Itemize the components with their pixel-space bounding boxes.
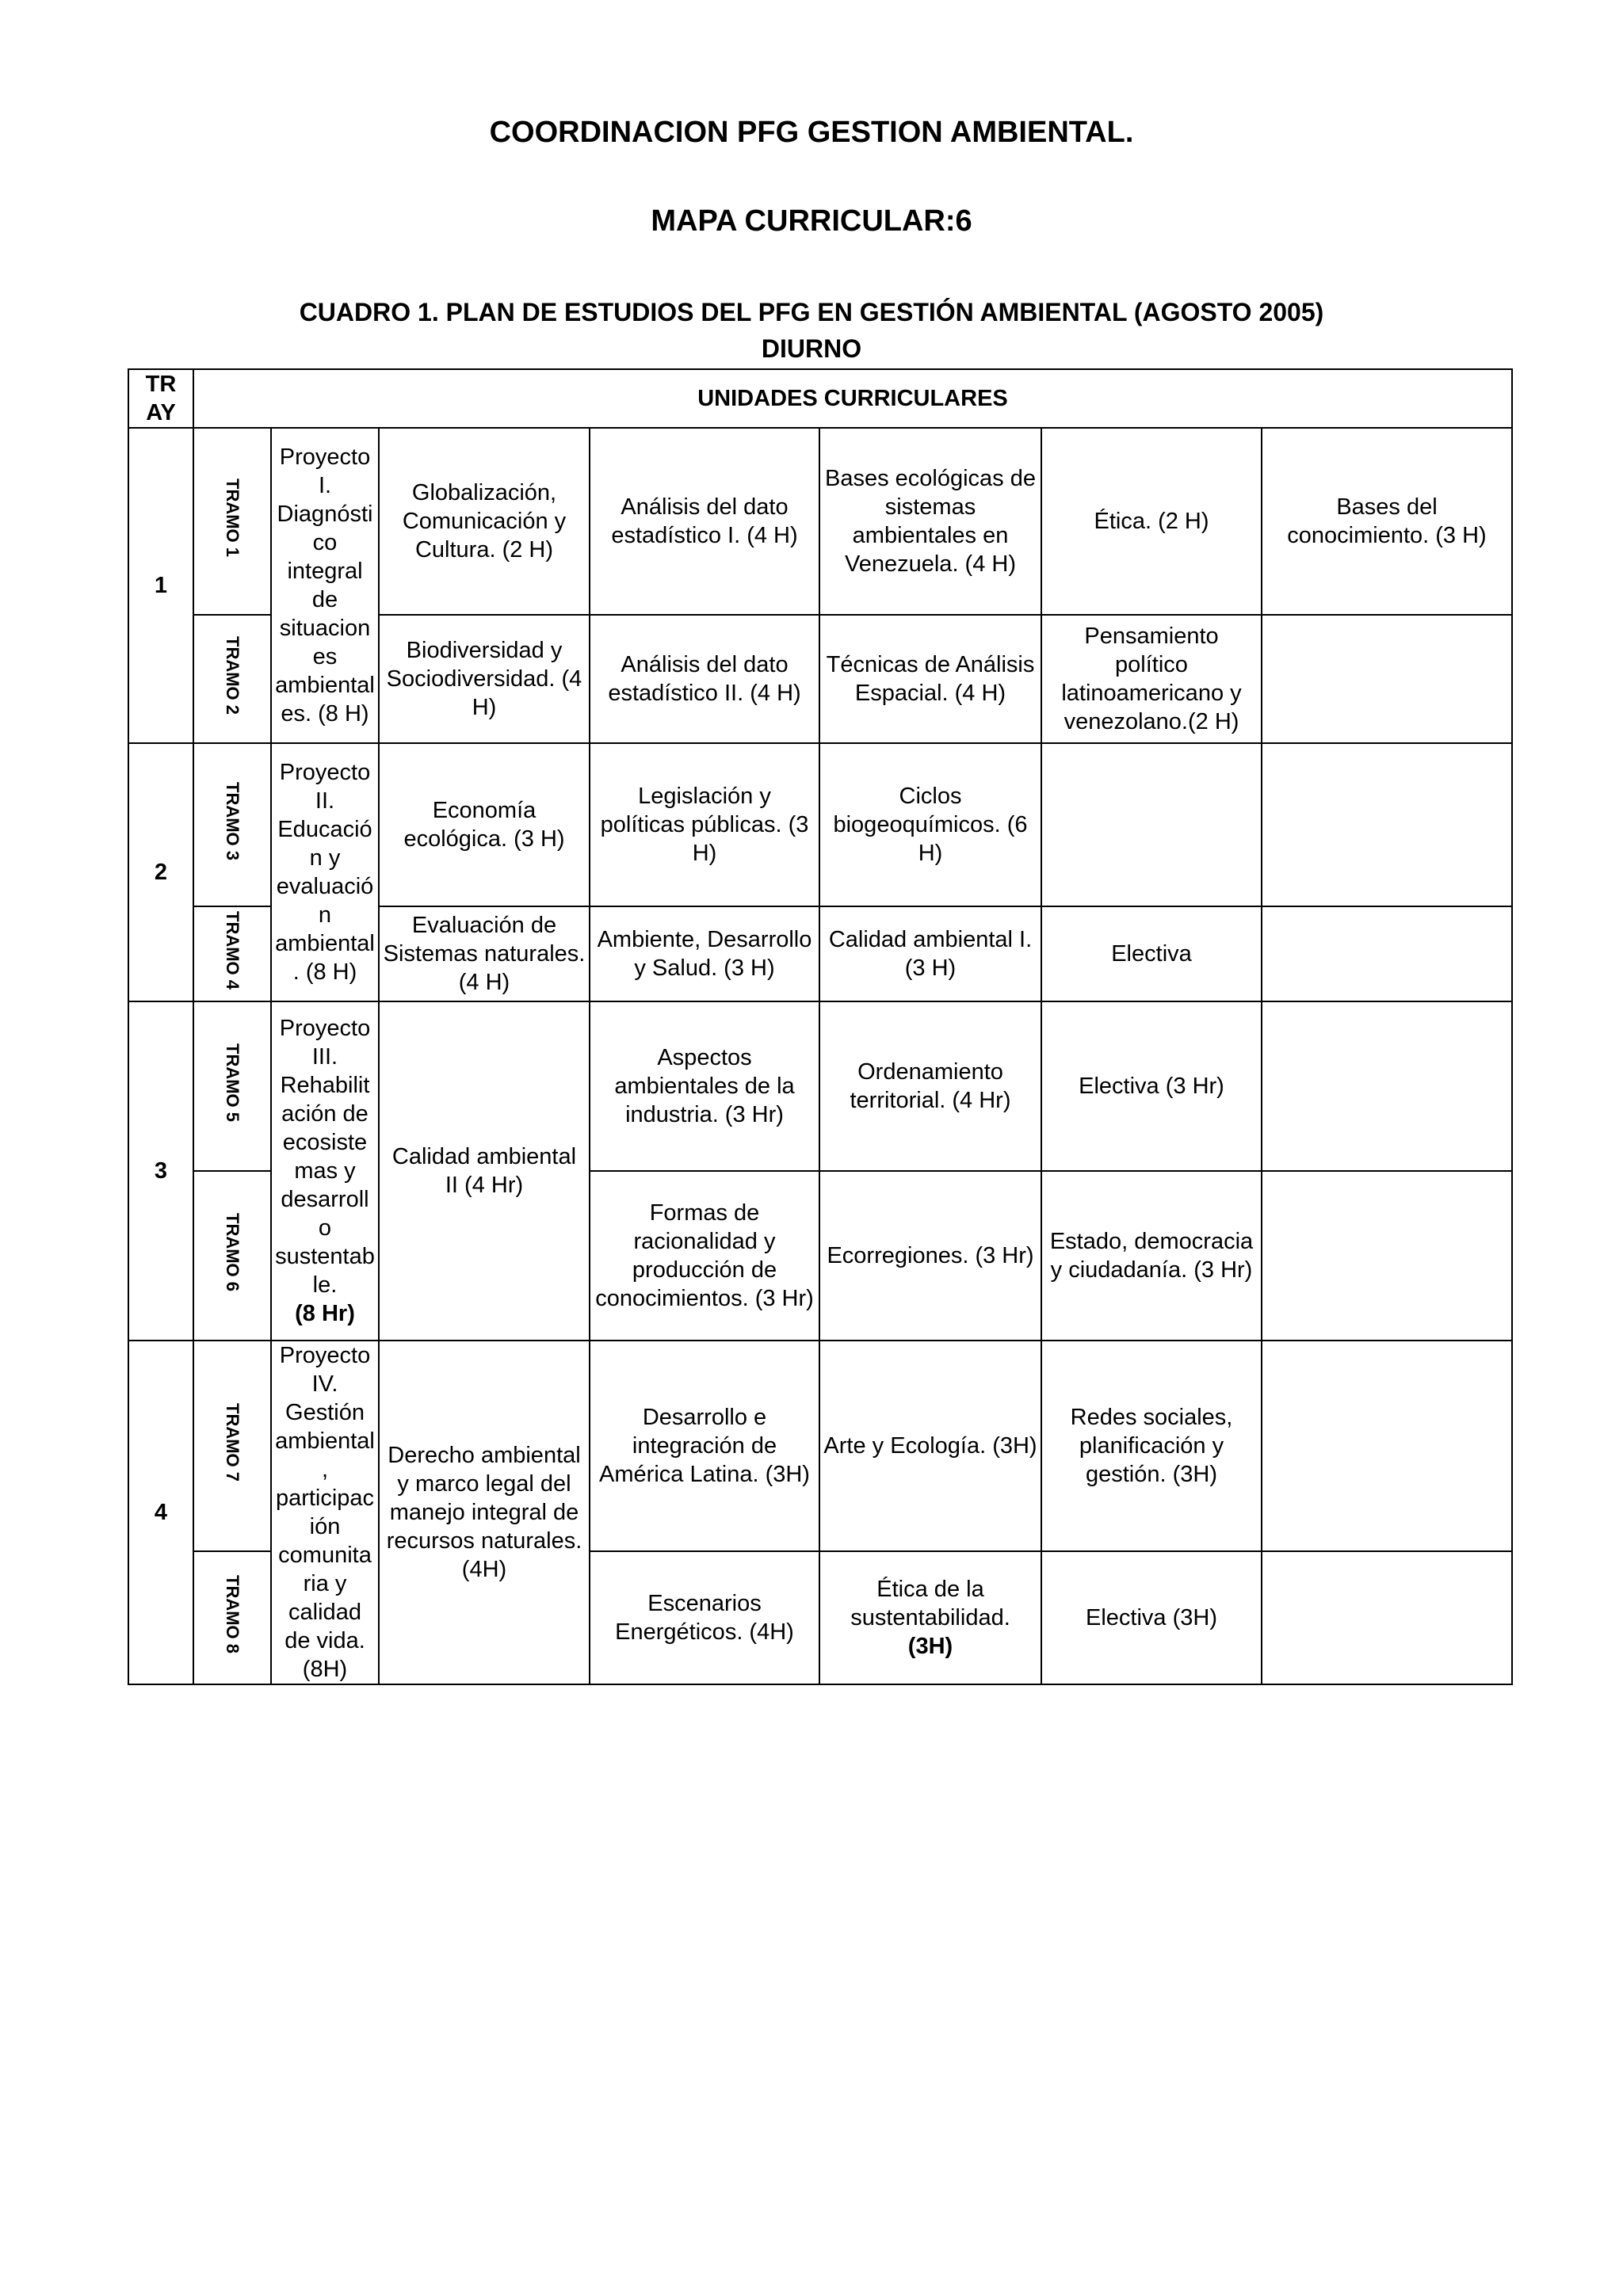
table-caption-diurno: DIURNO: [761, 334, 862, 363]
table-row: [128, 1341, 1512, 1551]
curriculum-table: [128, 368, 1513, 1685]
year-cell: 4: [128, 1341, 193, 1684]
unit-cell: Escenarios Energéticos. (4H): [590, 1551, 819, 1684]
unit-cell: Estado, democracia y ciudadanía. (3 Hr): [1041, 1171, 1262, 1341]
tray-header: TR AY: [128, 369, 193, 428]
year-cell: 1: [128, 428, 193, 743]
unit-cell: Técnicas de Análisis Espacial. (4 H): [819, 615, 1041, 743]
unit-cell: Pensamiento político latinoamericano y venezolano.(2 H): [1041, 615, 1262, 743]
project-cell: [271, 1001, 379, 1341]
unit-cell: Calidad ambiental I. (3 H): [819, 906, 1041, 1001]
unit-cell: [1262, 743, 1512, 906]
unit-hours-bold: (3H): [907, 1634, 953, 1660]
table-caption: CUADRO 1. PLAN DE ESTUDIOS DEL PFG EN GESTIÓN AMBIENTAL (AGOSTO 2005): [299, 298, 1324, 326]
unit-cell: Electiva: [1041, 906, 1262, 1001]
project-hours: (8 Hr): [295, 1301, 355, 1326]
tramo-label: [193, 743, 271, 906]
unit-cell: Ecorregiones. (3 Hr): [819, 1171, 1041, 1341]
tramo-label: [193, 615, 271, 743]
tramo-1-label: TRAMO 1: [223, 479, 242, 557]
unit-cell: [1262, 1001, 1512, 1171]
document-title: COORDINACION PFG GESTION AMBIENTAL.: [489, 116, 1134, 149]
unit-cell: [1041, 743, 1262, 906]
table-row: [128, 1001, 1512, 1171]
document-subtitle: MAPA CURRICULAR:6: [651, 204, 972, 238]
unit-cell: Legislación y políticas públicas. (3 H): [590, 743, 819, 906]
year-cell: 3: [128, 1001, 193, 1341]
unit-cell: [1262, 1341, 1512, 1551]
unit-cell: Ética. (2 H): [1041, 428, 1262, 615]
unidades-header: UNIDADES CURRICULARES: [193, 369, 1512, 428]
unit-cell: Globalización, Comunicación y Cultura. (2 H): [379, 428, 590, 615]
table-header-row: [128, 369, 1512, 428]
tramo-7-label: TRAMO 7: [223, 1403, 242, 1482]
project-cell: Proyecto IV. Gestión ambiental, participación comunitaria y calidad de vida. (8H): [271, 1341, 379, 1684]
unit-cell: Biodiversidad y Sociodiversidad. (4 H): [379, 615, 590, 743]
unit-cell: Evaluación de Sistemas naturales.(4 H): [379, 906, 590, 1001]
unit-cell: Análisis del dato estadístico II. (4 H): [590, 615, 819, 743]
tramo-3-label: TRAMO 3: [223, 782, 242, 860]
tramo-5-label: TRAMO 5: [223, 1043, 242, 1122]
project-text: Proyecto III. Rehabilitación de ecosistemas y desarrollo sustentable.: [275, 1016, 375, 1298]
unit-cell-shared: Derecho ambiental y marco legal del manejo integral de recursos naturales. (4H): [379, 1341, 590, 1684]
unit-cell: Ambiente, Desarrollo y Salud. (3 H): [590, 906, 819, 1001]
unit-cell: Redes sociales, planificación y gestión. (3H): [1041, 1341, 1262, 1551]
unit-cell: Análisis del dato estadístico I. (4 H): [590, 428, 819, 615]
tramo-2-label: TRAMO 2: [223, 636, 242, 715]
unit-cell: [819, 1551, 1041, 1684]
unit-cell: Bases del conocimiento. (3 H): [1262, 428, 1512, 615]
unit-cell: [1262, 1171, 1512, 1341]
tramo-4-label: TRAMO 4: [223, 911, 242, 990]
tramo-label: [193, 1001, 271, 1171]
table-row: [128, 428, 1512, 615]
project-cell: Proyecto I. Diagnóstico integral de situaciones ambientales. (8 H): [271, 428, 379, 743]
unit-text: Ética de la sustentabilidad.: [850, 1577, 1010, 1631]
table-row: [128, 743, 1512, 906]
unit-cell: [1262, 615, 1512, 743]
unit-cell: Electiva (3 Hr): [1041, 1001, 1262, 1171]
tramo-label: [193, 428, 271, 615]
tramo-label: [193, 1171, 271, 1341]
unit-cell: Desarrollo e integración de América Latina. (3H): [590, 1341, 819, 1551]
unit-cell: Electiva (3H): [1041, 1551, 1262, 1684]
unit-cell-shared: Calidad ambiental II (4 Hr): [379, 1001, 590, 1341]
tramo-label: [193, 1551, 271, 1684]
unit-cell: Bases ecológicas de sistemas ambientales en Venezuela. (4 H): [819, 428, 1041, 615]
project-cell: Proyecto II. Educación y evaluación ambiental. (8 H): [271, 743, 379, 1001]
unit-cell: Arte y Ecología. (3H): [819, 1341, 1041, 1551]
unit-cell: [1262, 1551, 1512, 1684]
tramo-8-label: TRAMO 8: [223, 1575, 242, 1654]
year-cell: 2: [128, 743, 193, 1001]
unit-cell: Economía ecológica. (3 H): [379, 743, 590, 906]
unit-cell: [1262, 906, 1512, 1001]
tramo-6-label: TRAMO 6: [223, 1213, 242, 1291]
unit-cell: Formas de racionalidad y producción de conocimientos. (3 Hr): [590, 1171, 819, 1341]
unit-cell: Ciclos biogeoquímicos. (6 H): [819, 743, 1041, 906]
unit-cell: Aspectos ambientales de la industria. (3 Hr): [590, 1001, 819, 1171]
unit-cell: Ordenamiento territorial. (4 Hr): [819, 1001, 1041, 1171]
tramo-label: [193, 906, 271, 1001]
tramo-label: [193, 1341, 271, 1551]
